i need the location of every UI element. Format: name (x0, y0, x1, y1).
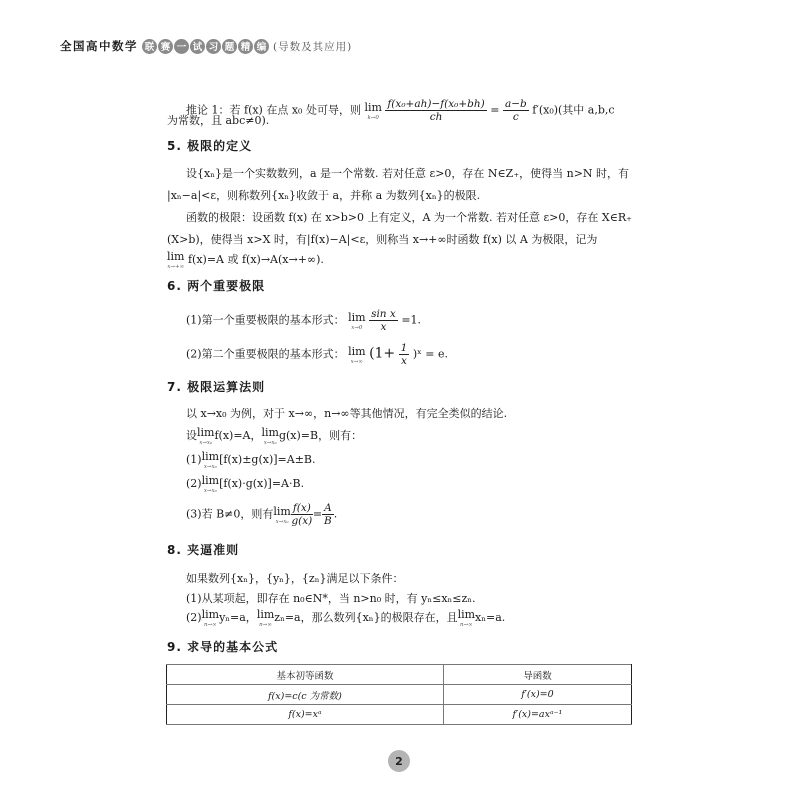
lim-word: lim (201, 608, 220, 621)
paragraph-line: (X>b)，使得当 x>X 时，有|f(x)−A|<ε，则称当 x→+∞时函数 f(x) 以 A 为极限，记为 (167, 233, 598, 246)
rule-index: (2) (186, 477, 202, 490)
rule-line (186, 450, 316, 470)
column-header: 导函数 (443, 665, 631, 685)
denominator: c (512, 111, 519, 123)
lim-word: lim (167, 250, 185, 263)
circled-char: 习 (206, 39, 221, 54)
lim-subscript: k→0 (367, 114, 379, 121)
circled-char: 编 (254, 39, 269, 54)
paragraph-line: |xₙ−a|<ε，则称数列{xₙ}收敛于 a，并称 a 为数列{xₙ}的极限. (167, 189, 481, 202)
limit-expr (348, 345, 365, 365)
denominator: g(x) (291, 515, 313, 527)
circled-char: 题 (222, 39, 237, 54)
rule-line (186, 474, 304, 494)
circled-char: 精 (238, 39, 253, 54)
lim-word: lim (364, 100, 382, 114)
header-subtitle: (导数及其应用) (273, 40, 353, 53)
limit-expr (202, 450, 219, 470)
numerator: a−b (504, 98, 527, 110)
formula-text: f(x)=A 或 f(x)→A(x→+∞). (187, 253, 324, 266)
lim-word: lim (273, 504, 291, 518)
numerator: 1 (400, 342, 408, 354)
numerator: f(x₀+ah)−f(x₀+bh) (387, 98, 485, 110)
column-header: 基本初等函数 (167, 665, 444, 685)
paragraph-line (167, 250, 324, 270)
numerator: A (324, 502, 332, 514)
limit-expr (458, 608, 475, 628)
fraction (503, 98, 529, 123)
lim-subscript: x→x₀ (199, 440, 213, 446)
paragraph-line: 函数的极限：设函数 f(x) 在 x>b>0 上有定义，A 为一个常数. 若对任意 ε>0，存在 X∈R₊ (186, 211, 632, 224)
limit-expr (273, 505, 290, 525)
lim-subscript: x→x₀ (203, 488, 217, 494)
lim-subscript: x→x₀ (275, 518, 289, 525)
item-line (186, 342, 448, 367)
formula-text: =1. (401, 313, 422, 327)
limit-expr (364, 101, 381, 121)
fraction (399, 342, 410, 367)
lim-word: lim (197, 426, 215, 439)
lim-word: lim (457, 608, 476, 621)
circled-char: 赛 (158, 39, 173, 54)
equals: = (312, 507, 323, 521)
formula-text: zₙ=a，那么数列{xₙ}的极限存在，且 (274, 611, 458, 624)
series-title: 全国高中数学 (60, 39, 138, 53)
formula-text: f(x)=A， (214, 429, 262, 442)
item-text: (2)第二个重要极限的基本形式： (186, 347, 345, 361)
formula-text: xₙ=a. (475, 611, 506, 624)
lim-subscript: x→+∞ (167, 264, 185, 270)
circled-char: 联 (142, 39, 157, 54)
section-title-6: 6. 两个重要极限 (167, 279, 266, 293)
rule-line (186, 502, 337, 527)
paragraph-line (186, 426, 362, 446)
numerator: sin x (371, 308, 396, 320)
formula-text: 设 (186, 429, 197, 442)
lim-subscript: x→0 (351, 324, 363, 331)
fraction (291, 502, 313, 527)
formula-text: )ˣ = e. (412, 347, 449, 361)
table-cell: f(x)=xᵃ (167, 705, 444, 725)
paragraph-line (186, 608, 505, 628)
lim-word: lim (348, 344, 366, 358)
numerator: f(x) (292, 502, 311, 514)
denominator: x (401, 355, 407, 367)
formula-text: [f(x)±g(x)]=A±B. (219, 453, 316, 466)
paragraph-line: 如果数列{xₙ}，{yₙ}，{zₙ}满足以下条件： (186, 572, 404, 585)
lim-word: lim (348, 310, 366, 324)
derivative-table (166, 664, 632, 725)
formula-text: yₙ=a， (219, 611, 257, 624)
limit-expr (197, 426, 214, 446)
limit-expr (257, 608, 274, 628)
running-header (60, 36, 352, 56)
paragraph-line: 以 x→x₀ 为例，对于 x→∞，n→∞等其他情况，有完全类似的结论. (186, 407, 508, 420)
page-number: 2 (388, 750, 410, 772)
limit-expr (262, 426, 279, 446)
lim-word: lim (261, 426, 279, 439)
limit-expr (348, 311, 365, 331)
section-title-9: 9. 求导的基本公式 (167, 640, 279, 654)
lim-subscript: n→∞ (203, 622, 217, 628)
lim-subscript: x→x₀ (203, 464, 217, 470)
item-text: (1)第一个重要极限的基本形式： (186, 313, 345, 327)
denominator: B (324, 515, 332, 527)
table-row (167, 685, 632, 705)
fraction (369, 308, 398, 333)
corollary-text: f′(x₀)(其中 a,b,c (532, 103, 615, 117)
table-cell: f(x)=c(c 为常数) (167, 685, 444, 705)
table-row (167, 705, 632, 725)
rule-index: (2) (186, 611, 202, 624)
corollary-text: 推论 1：若 f(x) 在点 x₀ 处可导，则 (186, 103, 361, 117)
paragraph-line: 设{xₙ}是一个实数数列，a 是一个常数. 若对任意 ε>0，存在 N∈Z₊，使得当 n>N 时，有 (186, 167, 630, 180)
lim-subscript: n→∞ (459, 622, 473, 628)
table-header-row (167, 665, 632, 685)
formula-text: . (333, 507, 338, 521)
equals: = (490, 103, 500, 117)
table-cell: f′(x)=0 (443, 685, 631, 705)
limit-expr (202, 474, 219, 494)
lim-subscript: x→x₀ (263, 440, 277, 446)
formula-text: g(x)=B，则有： (278, 429, 363, 442)
section-title-5: 5. 极限的定义 (167, 139, 253, 153)
formula-text: [f(x)·g(x)]=A·B. (219, 477, 305, 490)
fraction (322, 502, 334, 527)
denominator: x (380, 321, 387, 333)
circled-title (142, 39, 270, 54)
corollary-line-2: 为常数，且 abc≠0). (167, 114, 270, 127)
section-title-8: 8. 夹逼准则 (167, 543, 240, 557)
limit-expr (167, 250, 184, 270)
section-title-7: 7. 极限运算法则 (167, 380, 266, 394)
paragraph-line: (1)从某项起，即存在 n₀∈N*，当 n>n₀ 时，有 yₙ≤xₙ≤zₙ. (186, 592, 476, 605)
rule-index: (1) (186, 453, 202, 466)
lim-word: lim (256, 608, 275, 621)
table-cell: f′(x)=axᵃ⁻¹ (443, 705, 631, 725)
circled-char: 一 (174, 39, 189, 54)
circled-char: 试 (190, 39, 205, 54)
item-line (186, 308, 421, 333)
formula-text: (1+ (369, 345, 396, 362)
lim-word: lim (201, 450, 220, 463)
lim-word: lim (201, 474, 220, 487)
denominator: ch (429, 111, 443, 123)
formula-text: (3)若 B≠0，则有 (186, 507, 274, 521)
fraction (385, 98, 486, 123)
limit-expr (202, 608, 219, 628)
lim-subscript: x→∞ (350, 358, 363, 365)
lim-subscript: n→∞ (259, 622, 272, 628)
